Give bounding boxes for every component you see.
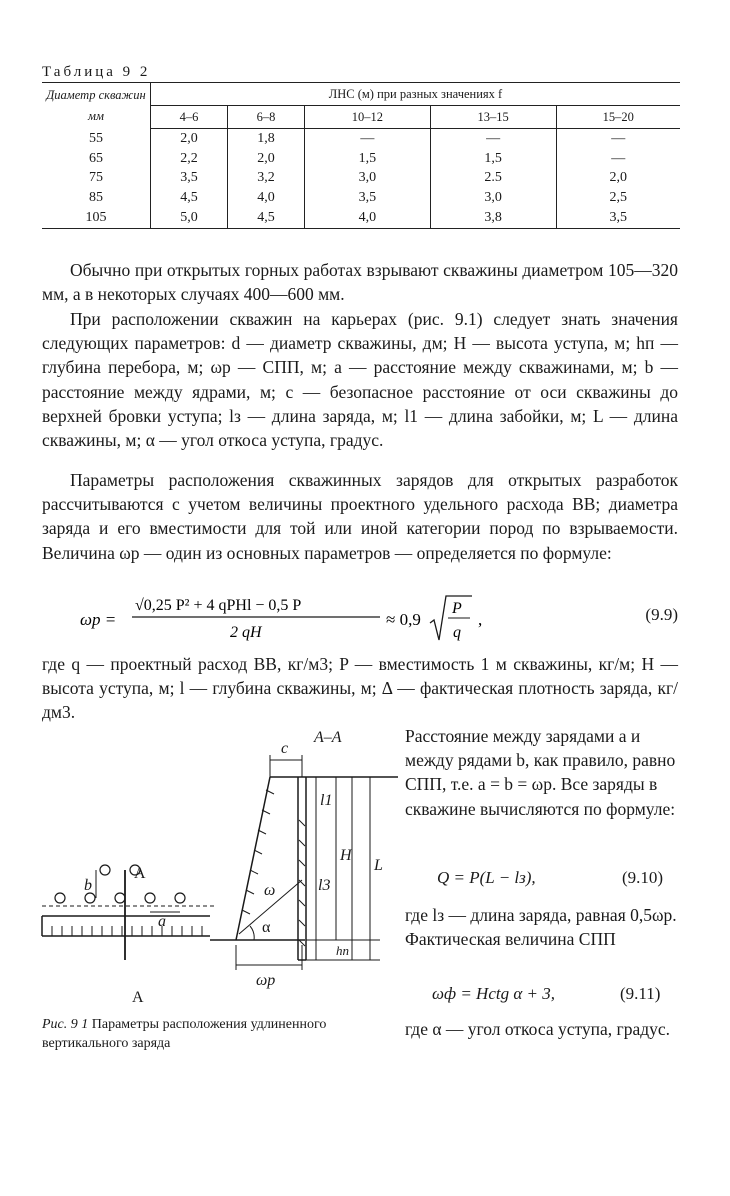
table-cell: 85 bbox=[42, 188, 151, 208]
table-cell: 1,5 bbox=[304, 149, 430, 169]
label-b: b bbox=[84, 877, 92, 894]
table-cell: 2.5 bbox=[430, 169, 556, 189]
table-cell: 75 bbox=[42, 169, 151, 189]
table-cell: 65 bbox=[42, 149, 151, 169]
table-row bbox=[42, 129, 680, 149]
header-range: 13–15 bbox=[430, 106, 556, 129]
table-cell: 4,0 bbox=[227, 188, 304, 208]
eq910: Q = P(L − lз), bbox=[437, 868, 536, 887]
table-cell: 2,0 bbox=[227, 149, 304, 169]
label-l3: l3 bbox=[318, 877, 331, 894]
formula-9-9 bbox=[80, 593, 680, 645]
label-L: L bbox=[374, 857, 383, 874]
eq99-numerator: √0,25 P² + 4 qPHl − 0,5 P bbox=[135, 597, 302, 614]
eq99-number: (9.9) bbox=[645, 605, 678, 624]
table-cell: 105 bbox=[42, 208, 151, 228]
header-range: 15–20 bbox=[556, 106, 680, 129]
header-range: 4–6 bbox=[151, 106, 228, 129]
table-cell: 1,5 bbox=[430, 149, 556, 169]
table-cell: 3,5 bbox=[180, 170, 198, 186]
eq99-lhs: ωp = bbox=[80, 610, 117, 629]
paragraph-1: Обычно при открытых горных работах взрывают скважины диаметром 105—320 мм, а в некоторых случаях 400—600 мм. bbox=[42, 260, 678, 305]
table-cell: 2,0 bbox=[180, 130, 198, 146]
table-cell: 3,2 bbox=[227, 169, 304, 189]
table-row bbox=[42, 169, 680, 189]
label-hn: hп bbox=[336, 943, 349, 958]
paragraph-4: где q — проектный расход ВВ, кг/м3; P — вместимость 1 м скважины, кг/м; H — высота уступа, м; l — глубина скважины, м; Δ — фактическая плотность заряда, кг/дм3. bbox=[42, 654, 678, 723]
label-omega: ω bbox=[264, 882, 276, 899]
right-paragraph-2: где lз — длина заряда, равная 0,5ωp. Фактическая величина СПП bbox=[405, 905, 677, 950]
figure-9-1 bbox=[40, 720, 400, 1015]
label-l1: l1 bbox=[320, 792, 333, 809]
section-label: А–А bbox=[314, 729, 342, 746]
paragraph-3: Параметры расположения скважинных зарядов для открытых разработок рассчитываются с учетом величины проектного удельного расхода ВВ; диаметра заряда и его вместимости для той или иной категории пород по взрываемости. Величина ωp — один из основных параметров — определяется по формуле: bbox=[42, 470, 678, 563]
table-cell: 3,8 bbox=[430, 208, 556, 228]
figure-caption bbox=[42, 1015, 392, 1053]
table-cell: 2,0 bbox=[556, 169, 680, 189]
table-cell: — bbox=[304, 129, 430, 149]
table-cell: 2,5 bbox=[556, 188, 680, 208]
label-A-top: А bbox=[134, 865, 146, 882]
eq99-sqrt-num: P bbox=[452, 600, 462, 617]
table-row bbox=[42, 188, 680, 208]
table-cell: — bbox=[430, 129, 556, 149]
table-caption: Таблица 9 2 bbox=[42, 64, 151, 80]
eq911-number: (9.11) bbox=[620, 984, 661, 1003]
table-cell: 3,5 bbox=[556, 208, 680, 228]
table-cell: — bbox=[556, 129, 680, 149]
right-paragraph-3: где α — угол откоса уступа, градус. bbox=[405, 1019, 671, 1039]
eq99-sqrt-den: q bbox=[453, 624, 461, 641]
header-lns-group: ЛНС (м) при разных значениях f bbox=[151, 83, 681, 106]
table-cell: 1,8 bbox=[227, 129, 304, 149]
figure-caption-ref: Рис. 9 1 bbox=[42, 1017, 89, 1032]
header-range: 10–12 bbox=[304, 106, 430, 129]
paragraph-2: При расположении скважин на карьерах (рис. 9.1) следует знать значения следующих параметров: d — диаметр скважины, дм; H — высота уступа, м; hп — глубина перебора, м; ωp — СПП, м; a — расстояние между скважинами, м; b — расстояние между ядрами, м; c — безопасное расстояние от оси скважины до верхней бровки уступа; lз — длина заряда, м; l1 — длина забойки, м; L — длина скважины, м; α — угол откоса уступа, градус. bbox=[42, 309, 678, 451]
header-range: 6–8 bbox=[227, 106, 304, 129]
svg-text:,: , bbox=[478, 610, 483, 629]
eq99-denominator: 2 qH bbox=[230, 624, 262, 641]
table-cell: 3,0 bbox=[430, 188, 556, 208]
eq99-approx: ≈ 0,9 bbox=[386, 610, 421, 629]
table-cell: 2,2 bbox=[180, 150, 198, 166]
label-A-bottom: А bbox=[132, 989, 144, 1006]
formula-9-9-graphic bbox=[80, 593, 600, 645]
parameters-table bbox=[42, 82, 680, 229]
table-cell: — bbox=[556, 149, 680, 169]
eq911: ωф = Hctg α + 3, bbox=[432, 984, 555, 1003]
table-cell: 4,0 bbox=[304, 208, 430, 228]
header-diameter: Диаметр скважин мм bbox=[42, 83, 151, 129]
table-row bbox=[42, 149, 680, 169]
figure-caption-text: Параметры расположения удлиненного вертикального заряда bbox=[42, 1017, 327, 1051]
table-cell: 5,0 bbox=[151, 208, 228, 228]
table-row bbox=[42, 208, 680, 228]
label-omega-p: ωр bbox=[256, 972, 276, 989]
table-cell: 4,5 bbox=[227, 208, 304, 228]
right-paragraph-1: Расстояние между зарядами a и между рядами b, как правило, равно СПП, т.е. a = b = ωp. Все заряды в скважине вычисляются по формуле: bbox=[405, 726, 676, 819]
label-H: H bbox=[340, 847, 352, 864]
eq910-number: (9.10) bbox=[622, 868, 664, 887]
table-cell: 3,0 bbox=[304, 169, 430, 189]
table-cell: 55 bbox=[42, 129, 151, 149]
table-cell: 4,5 bbox=[180, 190, 198, 206]
label-c: c bbox=[281, 740, 289, 757]
label-a: a bbox=[158, 913, 166, 930]
label-alpha: α bbox=[262, 919, 271, 936]
table-cell: 3,5 bbox=[304, 188, 430, 208]
